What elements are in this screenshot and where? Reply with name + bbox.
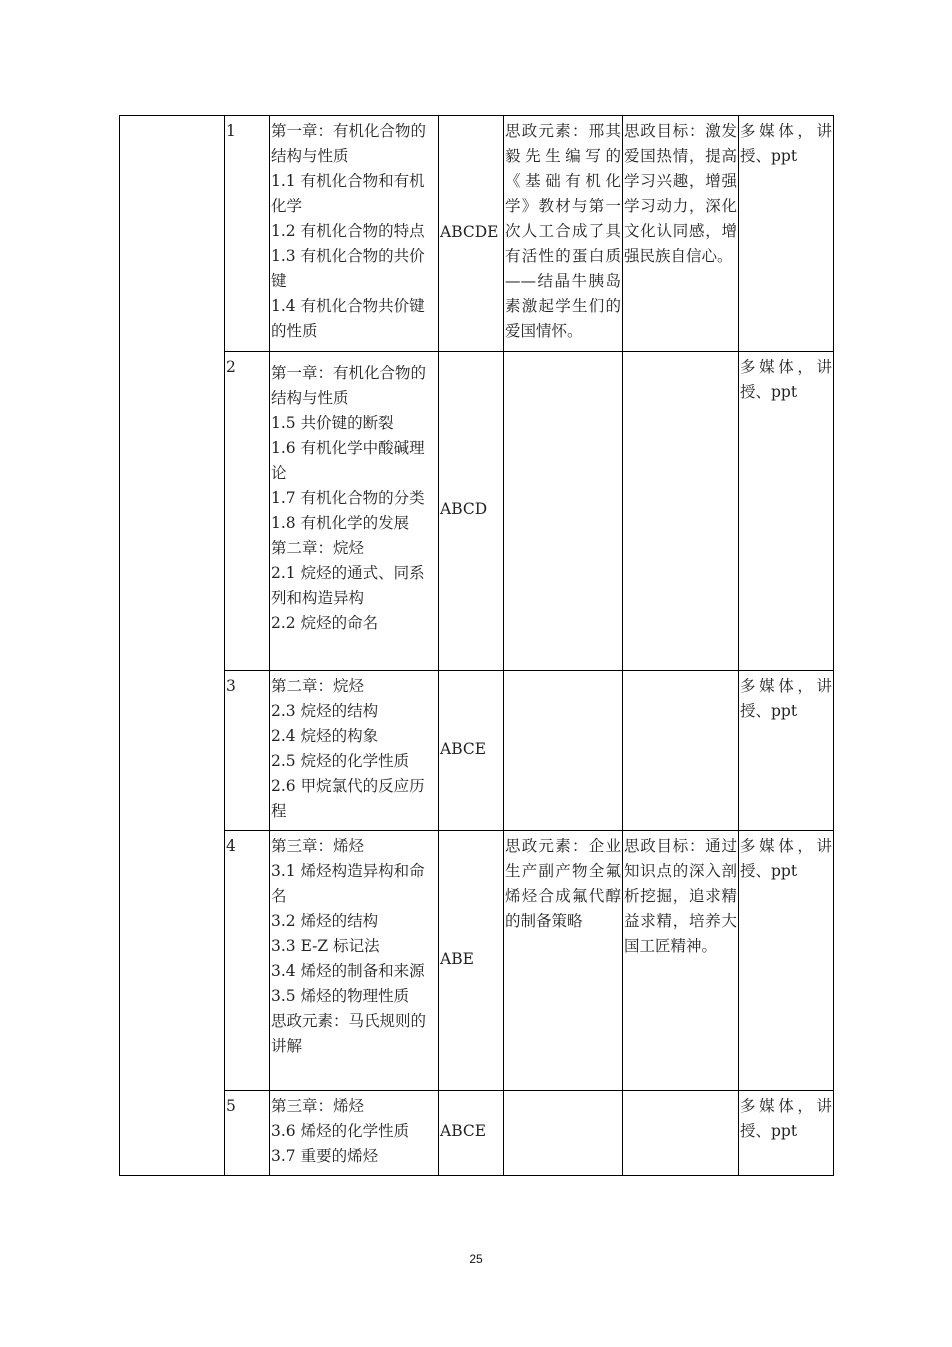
content-line: 2.5 烷烃的化学性质 bbox=[271, 752, 410, 770]
content-line: 思政元素：马氏规则的讲解 bbox=[271, 1012, 427, 1055]
teaching-method: 多媒体，讲授、ppt bbox=[739, 1091, 834, 1176]
content-line: 2.3 烷烃的结构 bbox=[271, 702, 379, 720]
content-line: 3.7 重要的烯烃 bbox=[271, 1147, 379, 1165]
teaching-method: 多媒体，讲授、ppt bbox=[739, 116, 834, 352]
objective-code: ABCE bbox=[439, 671, 504, 831]
objective-code: ABE bbox=[439, 831, 504, 1091]
ideological-element bbox=[504, 671, 623, 831]
content-line: 2.4 烷烃的构象 bbox=[271, 727, 379, 745]
ideological-goal bbox=[623, 671, 739, 831]
table-row bbox=[120, 671, 834, 831]
ideological-element: 思政元素：企业生产副产物全氟烯烃合成氟代醇的制备策略 bbox=[504, 831, 623, 1091]
content-line: 2.6 甲烷氯代的反应历程 bbox=[271, 777, 425, 820]
ideological-element: 思政元素：邢其毅先生编写的《基础有机化学》教材与第一次人工合成了具有活性的蛋白质——结晶牛胰岛素激起学生们的爱国情怀。 bbox=[504, 116, 623, 352]
content-line: 2.1 烷烃的通式、同系列和构造异构 bbox=[271, 564, 425, 607]
teaching-method: 多媒体，讲授、ppt bbox=[739, 671, 834, 831]
content-line: 2.2 烷烃的命名 bbox=[271, 614, 379, 632]
content-line: 1.4 有机化合物共价键的性质 bbox=[271, 297, 425, 340]
content-line: 3.1 烯烃构造异构和命名 bbox=[271, 862, 425, 905]
week-number: 5 bbox=[225, 1091, 270, 1176]
content-line: 1.7 有机化合物的分类 bbox=[271, 489, 425, 507]
table-row bbox=[120, 352, 834, 671]
ideological-goal: 思政目标：通过知识点的深入剖析挖掘，追求精益求精，培养大国工匠精神。 bbox=[623, 831, 739, 1091]
content-line: 第一章：有机化合物的结构与性质 bbox=[271, 122, 427, 165]
ideological-goal bbox=[623, 352, 739, 671]
table-row bbox=[120, 116, 834, 352]
ideological-goal: 思政目标：激发爱国热情，提高学习兴趣，增强学习动力，深化文化认同感，增强民族自信心。 bbox=[623, 116, 739, 352]
content-line: 3.2 烯烃的结构 bbox=[271, 912, 379, 930]
content-line: 1.6 有机化学中酸碱理论 bbox=[271, 439, 425, 482]
week-number: 4 bbox=[225, 831, 270, 1091]
content-line: 1.3 有机化合物的共价键 bbox=[271, 247, 425, 290]
content-line: 第三章：烯烃 bbox=[271, 837, 365, 855]
table-row bbox=[120, 831, 834, 1091]
page-number: 25 bbox=[469, 1252, 483, 1266]
content-cell bbox=[270, 116, 439, 352]
content-line: 1.8 有机化学的发展 bbox=[271, 514, 410, 532]
teaching-method: 多媒体，讲授、ppt bbox=[739, 831, 834, 1091]
ideological-element bbox=[504, 352, 623, 671]
syllabus-table bbox=[119, 115, 834, 1176]
table-row bbox=[120, 1091, 834, 1176]
content-line: 第二章：烷烃 bbox=[271, 677, 365, 695]
content-line: 3.6 烯烃的化学性质 bbox=[271, 1122, 410, 1140]
content-line: 3.4 烯烃的制备和来源 bbox=[271, 962, 425, 980]
content-line: 1.1 有机化合物和有机化学 bbox=[271, 172, 425, 215]
content-line: 第二章：烷烃 bbox=[271, 539, 365, 557]
content-cell bbox=[270, 352, 439, 671]
content-cell bbox=[270, 831, 439, 1091]
content-line: 第三章：烯烃 bbox=[271, 1097, 365, 1115]
content-line: 第一章：有机化合物的结构与性质 bbox=[271, 364, 427, 407]
ideological-goal bbox=[623, 1091, 739, 1176]
content-line: 3.5 烯烃的物理性质 bbox=[271, 987, 410, 1005]
week-number: 2 bbox=[225, 352, 270, 671]
teaching-method: 多媒体，讲授、ppt bbox=[739, 352, 834, 671]
ideological-element bbox=[504, 1091, 623, 1176]
merged-category-cell bbox=[120, 116, 225, 1176]
objective-code: ABCE bbox=[439, 1091, 504, 1176]
objective-code: ABCD bbox=[439, 352, 504, 671]
content-cell bbox=[270, 1091, 439, 1176]
objective-code: ABCDE bbox=[439, 116, 504, 352]
content-cell bbox=[270, 671, 439, 831]
content-line: 1.5 共价键的断裂 bbox=[271, 414, 394, 432]
week-number: 1 bbox=[225, 116, 270, 352]
content-line: 3.3 E-Z 标记法 bbox=[271, 937, 380, 955]
content-line: 1.2 有机化合物的特点 bbox=[271, 222, 425, 240]
week-number: 3 bbox=[225, 671, 270, 831]
